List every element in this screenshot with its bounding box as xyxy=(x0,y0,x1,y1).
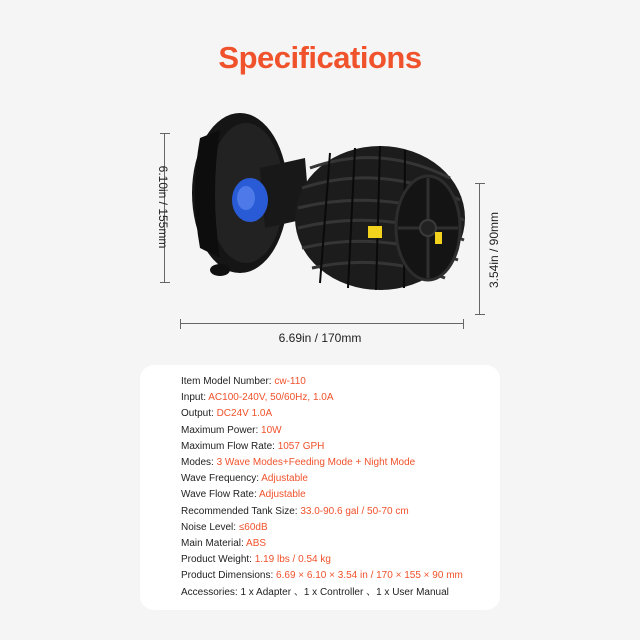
depth-dimension-line xyxy=(479,183,481,315)
depth-label: 3.54in / 90mm xyxy=(487,211,501,289)
spec-row-tank-size: Recommended Tank Size: 33.0-90.6 gal / 50-70 cm xyxy=(181,505,409,517)
height-label: 6.10in / 155mm xyxy=(156,165,170,249)
spec-row-material: Main Material: ABS xyxy=(181,538,267,550)
wave-pump-image xyxy=(180,108,470,298)
spec-row-output: Output: DC24V 1.0A xyxy=(181,408,273,420)
spec-row-weight: Product Weight: 1.19 lbs / 0.54 kg xyxy=(181,554,331,566)
specs-list xyxy=(181,374,463,601)
width-dimension-line xyxy=(180,323,464,325)
spec-row-input: Input: AC100-240V, 50/60Hz, 1.0A xyxy=(181,392,334,404)
spec-row-power: Maximum Power: 10W xyxy=(181,424,282,436)
spec-row-model: Item Model Number: cw-110 xyxy=(181,376,306,387)
spec-row-wave-flow-rate: Wave Flow Rate: Adjustable xyxy=(181,489,306,501)
spec-row-noise: Noise Level: ≤60dB xyxy=(181,521,268,533)
spec-row-dimensions: Product Dimensions: 6.69 × 6.10 × 3.54 in / 170 × 155 × 90 mm xyxy=(181,570,463,582)
spec-row-modes: Modes: 3 Wave Modes+Feeding Mode + Night Mode xyxy=(181,457,416,469)
width-label: 6.69in / 170mm xyxy=(278,331,362,345)
spec-row-wave-frequency: Wave Frequency: Adjustable xyxy=(181,473,308,485)
spec-row-accessories: Accessories: 1 x Adapter 、1 x Controller 、1 x User Manual xyxy=(181,586,449,598)
page-title: Specifications xyxy=(218,40,422,75)
spec-row-flow-rate: Maximum Flow Rate: 1057 GPH xyxy=(181,440,325,452)
